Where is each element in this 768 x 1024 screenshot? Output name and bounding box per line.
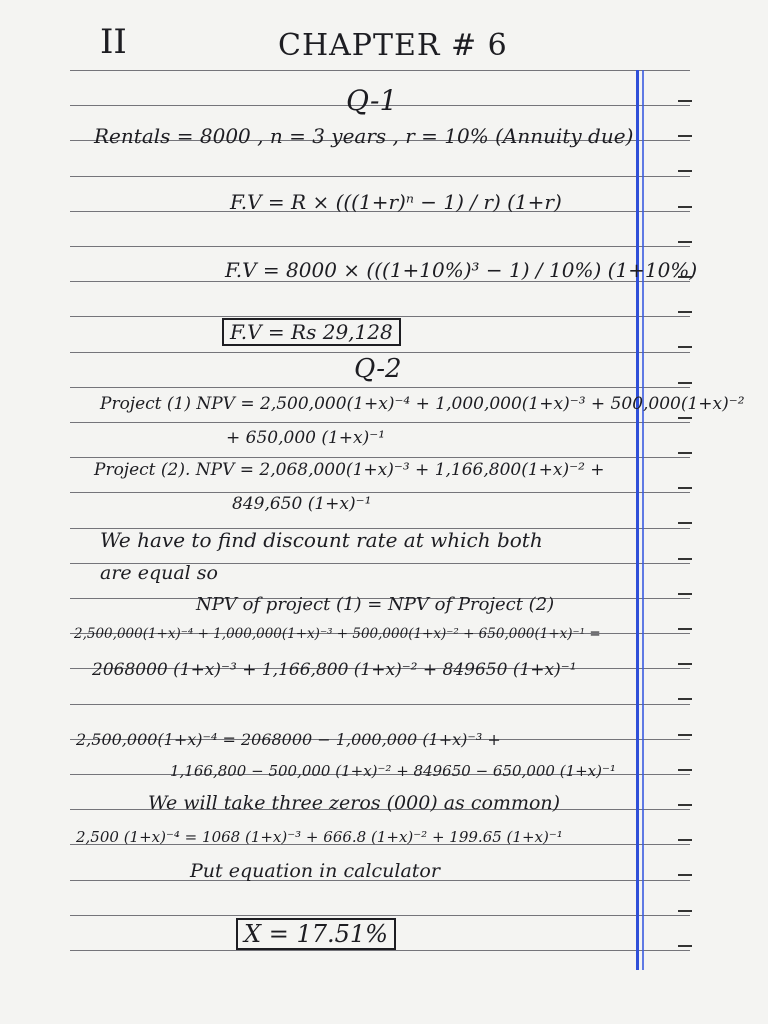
q2-line: We have to find discount rate at which both <box>100 528 543 552</box>
q2-line: 1,166,800 − 500,000 (1+x)⁻² + 849650 − 650,000 (1+x)⁻¹ <box>170 762 616 780</box>
q2-line: NPV of project (1) = NPV of Project (2) <box>196 594 555 615</box>
edge-tick <box>678 663 692 665</box>
q1-heading: Q-1 <box>346 84 398 117</box>
ruled-line <box>70 352 690 353</box>
ruled-line <box>70 915 690 916</box>
edge-tick <box>678 311 692 313</box>
edge-tick <box>678 100 692 102</box>
q2-line: + 650,000 (1+x)⁻¹ <box>226 428 386 448</box>
edge-tick <box>678 593 692 595</box>
edge-tick <box>678 734 692 736</box>
ruled-line <box>70 316 690 317</box>
q2-line: We will take three zeros (000) as common) <box>148 792 561 814</box>
edge-tick <box>678 839 692 841</box>
ruled-line <box>70 704 690 705</box>
edge-tick <box>678 874 692 876</box>
edge-tick <box>678 346 692 348</box>
q2-line: 2,500,000(1+x)⁻⁴ = 2068000 − 1,000,000 (1+x)⁻³ + <box>76 730 501 749</box>
q2-heading: Q-2 <box>354 354 402 384</box>
margin-line <box>636 70 639 970</box>
margin-line-secondary <box>642 70 644 970</box>
edge-tick <box>678 628 692 630</box>
edge-tick <box>678 487 692 489</box>
q1-substitution: F.V = 8000 × (((1+10%)³ − 1) / 10%) (1+10%) <box>225 258 698 282</box>
ruled-line <box>70 246 690 247</box>
edge-tick <box>678 769 692 771</box>
q2-answer: X = 17.51% <box>236 918 396 950</box>
edge-tick <box>678 558 692 560</box>
q2-line: 849,650 (1+x)⁻¹ <box>232 494 372 514</box>
ruled-line <box>70 492 690 493</box>
q2-line: Project (1) NPV = 2,500,000(1+x)⁻⁴ + 1,000,000(1+x)⁻³ + 500,000(1+x)⁻² <box>100 394 745 414</box>
q2-line: are equal so <box>100 562 218 584</box>
ruled-line <box>70 387 690 388</box>
ruled-line <box>70 70 690 71</box>
chapter-title: CHAPTER # 6 <box>278 28 508 63</box>
edge-tick <box>678 698 692 700</box>
edge-tick <box>678 241 692 243</box>
q1-given: Rentals = 8000 , n = 3 years , r = 10% (Annuity due) <box>94 124 634 148</box>
q2-line: 2,500 (1+x)⁻⁴ = 1068 (1+x)⁻³ + 666.8 (1+x)⁻² + 199.65 (1+x)⁻¹ <box>76 828 563 846</box>
ruled-line <box>70 950 690 951</box>
edge-tick <box>678 170 692 172</box>
edge-tick <box>678 135 692 137</box>
edge-tick <box>678 206 692 208</box>
page-number: II <box>100 22 127 62</box>
q2-line: Project (2). NPV = 2,068,000(1+x)⁻³ + 1,166,800(1+x)⁻² + <box>94 460 605 480</box>
q2-line: 2068000 (1+x)⁻³ + 1,166,800 (1+x)⁻² + 849650 (1+x)⁻¹ <box>92 660 577 680</box>
q1-formula: F.V = R × (((1+r)ⁿ − 1) / r) (1+r) <box>230 190 562 214</box>
ruled-line <box>70 176 690 177</box>
edge-tick <box>678 910 692 912</box>
edge-tick <box>678 804 692 806</box>
edge-tick <box>678 452 692 454</box>
edge-tick <box>678 382 692 384</box>
q2-line: 2,500,000(1+x)⁻⁴ + 1,000,000(1+x)⁻³ + 500,000(1+x)⁻² + 650,000(1+x)⁻¹ = <box>74 626 601 642</box>
q2-line: Put equation in calculator <box>190 860 440 882</box>
ruled-line <box>70 422 690 423</box>
edge-tick <box>678 417 692 419</box>
q1-result: F.V = Rs 29,128 <box>222 318 401 346</box>
edge-tick <box>678 945 692 947</box>
edge-tick <box>678 522 692 524</box>
ruled-line <box>70 457 690 458</box>
